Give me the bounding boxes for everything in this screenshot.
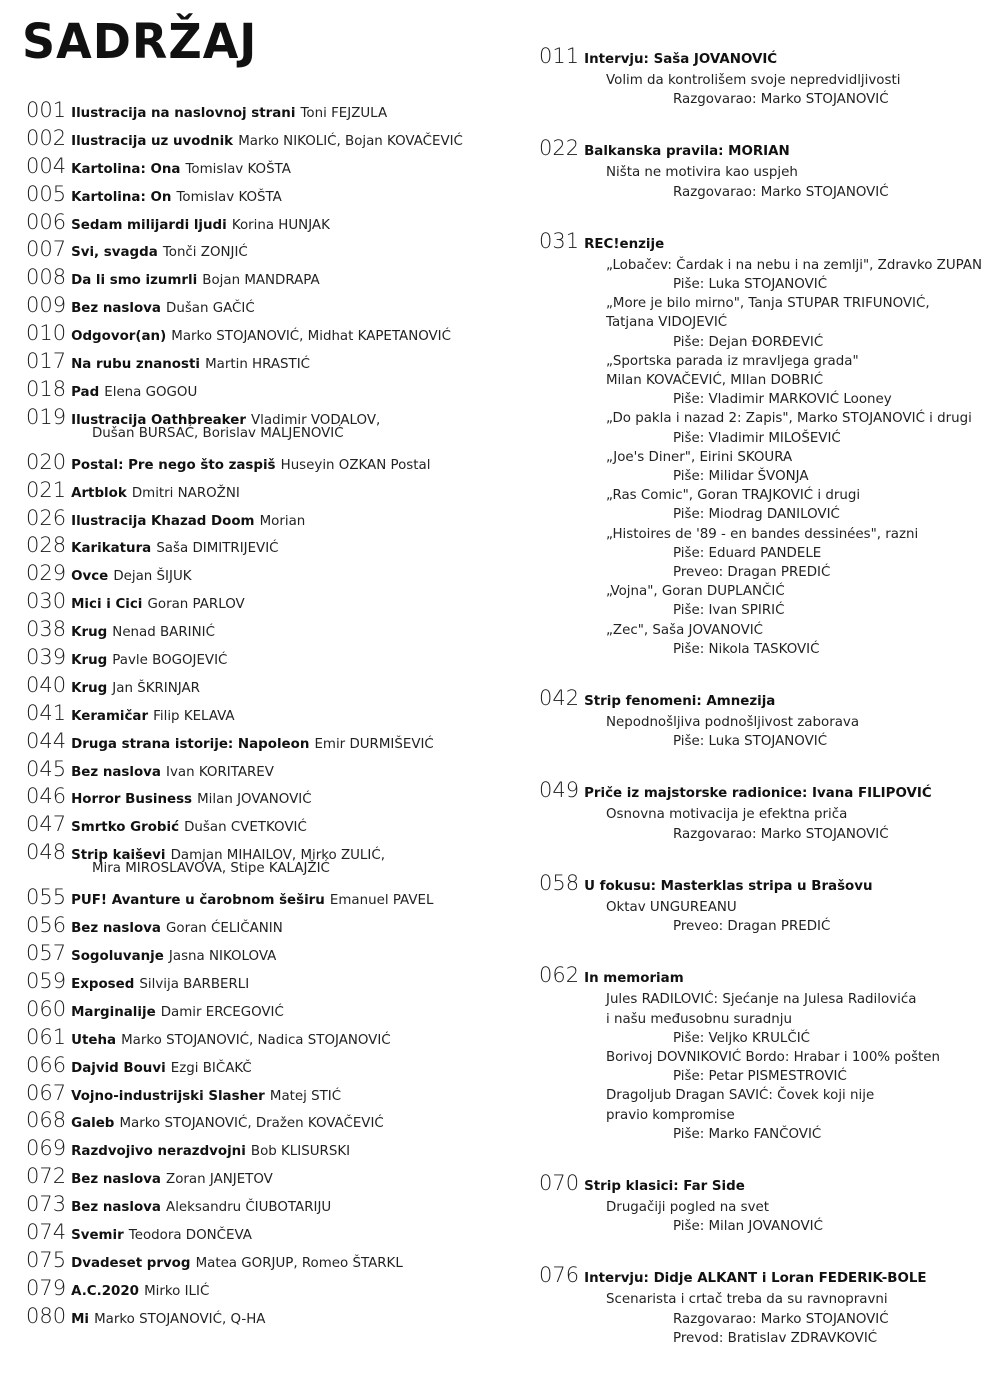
page-number: 072 xyxy=(26,1164,67,1189)
page-number: 058 xyxy=(539,870,580,895)
entry-title: Odgovor(an) xyxy=(71,329,167,345)
entry-title: Bez naslova xyxy=(71,1200,161,1216)
toc-entry-line xyxy=(26,997,506,1021)
credit-line: Piše: Marko FANČOVIĆ xyxy=(673,1126,822,1142)
entry-authors: Mirko ILIĆ xyxy=(144,1283,210,1299)
entry-title: Galeb xyxy=(71,1116,115,1132)
entry-authors: Marko STOJANOVIĆ, Q-HA xyxy=(94,1311,266,1327)
page-number: 055 xyxy=(26,885,67,910)
entry-title: A.C.2020 xyxy=(71,1283,139,1299)
entry-title: Marginalije xyxy=(71,1004,156,1020)
toc-entry xyxy=(26,561,506,589)
toc-entry xyxy=(26,1304,506,1332)
entry-authors: Goran ĆELIČANIN xyxy=(166,921,283,937)
credit-line: Piše: Eduard PANDELE xyxy=(673,545,822,561)
entry-authors: Korina HUNJAK xyxy=(231,217,330,233)
toc-entry xyxy=(26,478,506,506)
entry-title: Kartolina: Ona xyxy=(71,161,181,177)
toc-entry-line xyxy=(26,293,506,317)
entry-title: Ovce xyxy=(71,569,109,585)
section-title: In memoriam xyxy=(584,971,684,987)
page-number: 075 xyxy=(26,1247,67,1272)
toc-right-column xyxy=(539,44,989,1375)
toc-entry-line xyxy=(26,377,506,401)
entry-authors: Jan ŠKRINJAR xyxy=(112,680,200,696)
page-number: 020 xyxy=(26,449,67,474)
entry-authors: Toni FEJZULA xyxy=(300,106,388,121)
toc-section xyxy=(539,963,989,1144)
toc-entry xyxy=(26,617,506,645)
toc-entry xyxy=(26,729,506,757)
entry-authors: Silvija BARBERLI xyxy=(139,976,250,992)
toc-entry-line xyxy=(26,478,506,502)
toc-entry xyxy=(26,377,506,405)
entry-authors: Dušan GAČIĆ xyxy=(166,301,255,317)
entry-authors: Nenad BARINIĆ xyxy=(112,625,215,641)
toc-entry-line xyxy=(26,506,506,530)
toc-entry-line xyxy=(26,126,506,150)
toc-entry xyxy=(26,1164,506,1192)
entry-authors: Aleksandru ČIUBOTARIJU xyxy=(166,1200,332,1216)
credit-line: Piše: Luka STOJANOVIĆ xyxy=(673,277,828,293)
subtitle-line: Dragoljub Dragan SAVIĆ: Čovek koji nije xyxy=(606,1088,875,1104)
subtitle-line: Volim da kontrolišem svoje nepredvidljivosti xyxy=(606,73,901,88)
toc-entry xyxy=(26,1136,506,1164)
subtitle-line: „Zec", Saša JOVANOVIĆ xyxy=(606,622,764,638)
toc-entry-line xyxy=(26,969,506,993)
toc-entry-line xyxy=(26,645,506,669)
toc-entry-line xyxy=(26,533,506,557)
toc-entry-line xyxy=(26,1025,506,1049)
credit-line: Preveo: Dragan PREDIĆ xyxy=(673,565,831,581)
entry-authors: Damir ERCEGOVIĆ xyxy=(160,1004,284,1020)
page-number: 047 xyxy=(26,812,67,837)
toc-entry-line xyxy=(26,450,506,474)
toc-entry-line xyxy=(26,561,506,585)
page-number: 010 xyxy=(26,321,67,346)
page-number: 017 xyxy=(26,349,67,374)
toc-entry xyxy=(26,812,506,840)
credit-line: Razgovarao: Marko STOJANOVIĆ xyxy=(673,1311,889,1327)
entry-authors: Filip KELAVA xyxy=(153,708,235,724)
toc-entry-line xyxy=(26,1192,506,1216)
toc-entry-line xyxy=(26,589,506,613)
toc-entry-line xyxy=(26,913,506,937)
page-number: 057 xyxy=(26,941,67,966)
page-number: 046 xyxy=(26,784,67,809)
toc-entry-line xyxy=(26,1108,506,1132)
subtitle-line: „Do pakla i nazad 2: Zapis", Marko STOJANOVIĆ i drugi xyxy=(606,411,972,427)
credit-line: Preveo: Dragan PREDIĆ xyxy=(673,919,831,935)
entry-title: Krug xyxy=(71,625,108,641)
entry-authors: Ezgi BIČAKČ xyxy=(170,1060,252,1076)
section-header xyxy=(539,871,989,898)
entry-title: Pad xyxy=(71,384,100,400)
toc-entry xyxy=(26,701,506,729)
toc-entry xyxy=(26,1025,506,1053)
credit-line: Piše: Dejan ĐORĐEVIĆ xyxy=(673,334,824,350)
toc-entry-line xyxy=(26,237,506,261)
entry-authors: Saša DIMITRIJEVIĆ xyxy=(156,541,279,557)
toc-entry xyxy=(26,645,506,673)
subtitle-line: Osnovna motivacija je efektna priča xyxy=(606,807,848,823)
toc-section xyxy=(539,44,989,109)
section-title: Intervju: Saša JOVANOVIĆ xyxy=(584,52,778,67)
entry-authors: Damjan MIHAILOV, Mirko ZULIĆ, xyxy=(170,848,385,864)
entry-authors: Matej STIĆ xyxy=(269,1088,342,1104)
page-number: 041 xyxy=(26,700,67,725)
toc-entry xyxy=(26,1108,506,1136)
entry-authors: Jasna NIKOLOVA xyxy=(168,949,277,965)
entry-authors: Teodora DONČEVA xyxy=(128,1227,252,1243)
entry-title: Ilustracija Oathbreaker xyxy=(71,412,246,428)
section-header xyxy=(539,136,989,163)
entry-authors: Martin HRASTIĆ xyxy=(205,357,311,373)
entry-title: Druga strana istorije: Napoleon xyxy=(71,736,310,752)
entry-title: Postal: Pre nego što zaspiš xyxy=(71,457,276,473)
entry-title: Keramičar xyxy=(71,708,149,724)
toc-entry-line xyxy=(26,812,506,836)
page-number: 039 xyxy=(26,645,67,670)
toc-entry xyxy=(26,1220,506,1248)
toc-section xyxy=(539,136,989,201)
subtitle-line: Borivoj DOVNIKOVIĆ Bordo: Hrabar i 100% pošten xyxy=(606,1049,941,1065)
credit-line: Razgovarao: Marko STOJANOVIĆ xyxy=(673,826,889,842)
page-number: 040 xyxy=(26,672,67,697)
entry-authors: Tomislav KOŠTA xyxy=(176,189,282,205)
toc-entry-line xyxy=(26,1276,506,1300)
subtitle-line: i našu međusobnu suradnju xyxy=(606,1011,792,1027)
entry-title: Sedam milijardi ljudi xyxy=(71,217,227,233)
entry-title: Razdvojivo nerazdvojni xyxy=(71,1144,246,1160)
toc-entry xyxy=(26,757,506,785)
page-number: 074 xyxy=(26,1219,67,1244)
toc-section xyxy=(539,778,989,843)
entry-authors: Tomislav KOŠTA xyxy=(185,161,291,177)
entry-authors: Pavle BOGOJEVIĆ xyxy=(112,653,228,669)
toc-entry-line xyxy=(26,757,506,781)
toc-section xyxy=(539,871,989,936)
credit-line: Piše: Luka STOJANOVIĆ xyxy=(673,734,828,750)
toc-entry xyxy=(26,210,506,238)
toc-entry-line xyxy=(26,701,506,725)
toc-entry-line xyxy=(26,1053,506,1077)
page-number: 022 xyxy=(539,136,580,161)
toc-entry xyxy=(26,265,506,293)
toc-entry xyxy=(26,913,506,941)
entry-title: Vojno-industrijski Slasher xyxy=(71,1088,265,1104)
toc-entry xyxy=(26,533,506,561)
section-title: Strip fenomeni: Amnezija xyxy=(584,694,776,710)
toc-entry-line xyxy=(26,941,506,965)
entry-title: Artblok xyxy=(71,485,127,501)
toc-entry-line xyxy=(26,182,506,206)
toc-entry xyxy=(26,450,506,478)
entry-title: Krug xyxy=(71,653,108,669)
entry-title: Ilustracija na naslovnoj strani xyxy=(71,106,296,121)
page-number: 042 xyxy=(539,686,580,711)
toc-entry xyxy=(26,784,506,812)
page-number: 019 xyxy=(26,404,67,429)
entry-title: Dvadeset prvog xyxy=(71,1255,191,1271)
toc-entry-line xyxy=(26,1220,506,1244)
page-number: 068 xyxy=(26,1108,67,1133)
page-number: 007 xyxy=(26,237,67,262)
credit-line: Piše: Milan JOVANOVIĆ xyxy=(673,1219,823,1235)
entry-title: Smrtko Grobić xyxy=(71,820,180,836)
entry-title: Uteha xyxy=(71,1032,117,1048)
subtitle-line: „Joe's Diner", Eirini SKOURA xyxy=(606,449,793,465)
toc-entry-line xyxy=(26,673,506,697)
toc-entry xyxy=(26,126,506,154)
entry-title: Bez naslova xyxy=(71,921,161,937)
page-number: 018 xyxy=(26,376,67,401)
toc-entry-line xyxy=(26,1304,506,1328)
toc-entry xyxy=(26,1248,506,1276)
toc-entry-line xyxy=(26,784,506,808)
subtitle-line: Nepodnošljiva podnošljivost zaborava xyxy=(606,715,860,731)
page-number: 061 xyxy=(26,1024,67,1049)
page-number: 031 xyxy=(539,228,580,253)
page-number: 004 xyxy=(26,153,67,178)
credit-line: Piše: Milidar ŠVONJA xyxy=(673,469,809,485)
section-header xyxy=(539,229,989,256)
toc-entry xyxy=(26,293,506,321)
page-number: 021 xyxy=(26,477,67,502)
page-number: 006 xyxy=(26,209,67,234)
toc-entry xyxy=(26,349,506,377)
subtitle-line: Ništa ne motivira kao uspjeh xyxy=(606,165,798,181)
entry-authors: Dmitri NAROŽNI xyxy=(131,485,240,501)
subtitle-line: „More je bilo mirno", Tanja STUPAR TRIFUNOVIĆ, xyxy=(606,296,930,312)
entry-title: Da li smo izumrli xyxy=(71,273,198,289)
section-header xyxy=(539,1263,989,1290)
subtitle-line: „Vojna", Goran DUPLANČIĆ xyxy=(606,584,785,600)
entry-title: Dajvid Bouvi xyxy=(71,1060,166,1076)
entry-title: Ilustracija uz uvodnik xyxy=(71,133,234,149)
page-number: 009 xyxy=(26,293,67,318)
section-header xyxy=(539,1171,989,1198)
toc-entry-line xyxy=(26,1081,506,1105)
page-number: 026 xyxy=(26,505,67,530)
toc-entry xyxy=(26,506,506,534)
credit-line: Piše: Vladimir MARKOVIĆ Looney xyxy=(673,392,892,408)
toc-entry-line xyxy=(26,98,506,122)
toc-entry xyxy=(26,154,506,182)
credit-line: Piše: Nikola TASKOVIĆ xyxy=(673,641,820,657)
entry-title: Bez naslova xyxy=(71,764,161,780)
entry-title: Strip kaiševi xyxy=(71,848,166,864)
toc-entry-line xyxy=(26,349,506,373)
page-number: 045 xyxy=(26,756,67,781)
page-number: 001 xyxy=(26,98,67,122)
page-number: 059 xyxy=(26,968,67,993)
page-number: 029 xyxy=(26,561,67,586)
page-number: 069 xyxy=(26,1136,67,1161)
toc-entry xyxy=(26,885,506,913)
entry-title: Na rubu znanosti xyxy=(71,357,200,373)
toc-entry-line xyxy=(26,885,506,909)
toc-entry-line xyxy=(26,265,506,289)
entry-title: Bez naslova xyxy=(71,1172,161,1188)
page-number: 080 xyxy=(26,1303,67,1328)
toc-entry xyxy=(26,182,506,210)
entry-authors: Vladimir VODALOV, xyxy=(251,412,381,428)
entry-authors: Dušan CVETKOVIĆ xyxy=(184,820,307,836)
toc-section xyxy=(539,229,989,659)
toc-entry xyxy=(26,941,506,969)
page-number: 002 xyxy=(26,125,67,150)
credit-line: Piše: Vladimir MILOŠEVIĆ xyxy=(673,430,841,446)
entry-authors: Zoran JANJETOV xyxy=(166,1172,273,1188)
entry-authors: Marko STOJANOVIĆ, Dražen KOVAČEVIĆ xyxy=(119,1116,384,1132)
entry-authors: Milan JOVANOVIĆ xyxy=(197,792,312,808)
page-number: 048 xyxy=(26,840,67,865)
toc-section xyxy=(539,1263,989,1348)
section-title: Intervju: Didje ALKANT i Loran FEDERIK-BOLE xyxy=(584,1271,927,1287)
entry-title: Mici i Cici xyxy=(71,597,143,613)
entry-title: Mi xyxy=(71,1311,90,1327)
toc-entry-line xyxy=(26,1136,506,1160)
page-number: 038 xyxy=(26,617,67,642)
toc-entry xyxy=(26,321,506,349)
entry-title: Exposed xyxy=(71,976,135,992)
section-title: U fokusu: Masterklas stripa u Brašovu xyxy=(584,878,873,894)
subtitle-line: „Ras Comic", Goran TRAJKOVIĆ i drugi xyxy=(606,488,861,504)
section-header xyxy=(539,963,989,990)
toc-entry-line xyxy=(26,321,506,345)
credit-line: Razgovarao: Marko STOJANOVIĆ xyxy=(673,184,889,200)
toc-entry-line xyxy=(26,1248,506,1272)
entry-title: Bez naslova xyxy=(71,301,161,317)
entry-title: Svemir xyxy=(71,1227,124,1243)
subtitle-line: Jules RADILOVIĆ: Sjećanje na Julesa Radilovića xyxy=(606,992,917,1008)
credit-line: Piše: Miodrag DANILOVIĆ xyxy=(673,507,840,523)
entry-authors: Marko STOJANOVIĆ, Midhat KAPETANOVIĆ xyxy=(171,329,451,345)
toc-left-column xyxy=(26,98,506,1332)
toc-entry-line xyxy=(26,210,506,234)
toc-section xyxy=(539,1171,989,1236)
entry-authors-continued: Mira MIROSLAVOVA, Stipe KALAJŽIĆ xyxy=(92,861,330,877)
entry-title: Horror Business xyxy=(71,792,193,808)
section-title: Priče iz majstorske radionice: Ivana FILIPOVIĆ xyxy=(584,786,932,802)
subtitle-line: Milan KOVAČEVIĆ, MIlan DOBRIĆ xyxy=(606,373,824,389)
page-number: 028 xyxy=(26,533,67,558)
page-number: 056 xyxy=(26,913,67,938)
entry-authors: Huseyin OZKAN Postal xyxy=(280,457,431,473)
entry-authors: Bojan MANDRAPA xyxy=(202,273,320,289)
subtitle-line: Tatjana VIDOJEVIĆ xyxy=(606,315,728,331)
page-title: SADRŽAJ xyxy=(22,12,258,70)
page-number: 073 xyxy=(26,1192,67,1217)
credit-line: Piše: Veljko KRULČIĆ xyxy=(673,1030,811,1046)
credit-line: Razgovarao: Marko STOJANOVIĆ xyxy=(673,92,889,108)
page-number: 011 xyxy=(539,44,580,68)
entry-authors: Morian xyxy=(259,513,306,529)
entry-authors: Dejan ŠIJUK xyxy=(113,569,192,585)
toc-entry xyxy=(26,969,506,997)
toc-entry xyxy=(26,405,506,450)
toc-entry-line xyxy=(26,1164,506,1188)
toc-section xyxy=(539,686,989,751)
toc-entry xyxy=(26,237,506,265)
entry-authors: Emanuel PAVEL xyxy=(329,893,434,909)
entry-authors: Elena GOGOU xyxy=(104,384,198,400)
subtitle-line: pravio kompromise xyxy=(606,1107,735,1123)
toc-entry xyxy=(26,1053,506,1081)
entry-authors: Tonči ZONJIĆ xyxy=(162,245,248,261)
entry-title: Karikatura xyxy=(71,541,152,557)
subtitle-line: „Histoires de '89 - en bandes dessinées", razni xyxy=(606,526,919,542)
page-number: 067 xyxy=(26,1080,67,1105)
page-number: 079 xyxy=(26,1275,67,1300)
entry-authors: Ivan KORITAREV xyxy=(166,764,274,780)
credit-line: Piše: Petar PISMESTROVIĆ xyxy=(673,1069,847,1085)
toc-entry xyxy=(26,1192,506,1220)
page-number: 044 xyxy=(26,728,67,753)
page-number: 070 xyxy=(539,1170,580,1195)
subtitle-line: Scenarista i crtač treba da su ravnopravni xyxy=(606,1292,888,1308)
page-number: 030 xyxy=(26,589,67,614)
toc-entry-line xyxy=(26,617,506,641)
entry-title: Sogoluvanje xyxy=(71,949,164,965)
entry-authors: Marko STOJANOVIĆ, Nadica STOJANOVIĆ xyxy=(121,1032,391,1048)
credit-line: Piše: Ivan SPIRIĆ xyxy=(673,603,785,619)
entry-title: Krug xyxy=(71,680,108,696)
section-header xyxy=(539,778,989,805)
toc-entry xyxy=(26,840,506,885)
page-number: 066 xyxy=(26,1052,67,1077)
credit-line: Prevod: Bratislav ZDRAVKOVIĆ xyxy=(673,1330,878,1346)
subtitle-line: Oktav UNGUREANU xyxy=(606,899,737,915)
toc-entry xyxy=(26,997,506,1025)
entry-authors: Goran PARLOV xyxy=(147,597,245,613)
subtitle-line: „Lobačev: Čardak i na nebu i na zemlji", Zdravko ZUPAN xyxy=(606,257,983,273)
entry-authors: Marko NIKOLIĆ, Bojan KOVAČEVIĆ xyxy=(238,133,463,149)
toc-entry xyxy=(26,1276,506,1304)
entry-title: PUF! Avanture u čarobnom šeširu xyxy=(71,893,325,909)
entry-authors: Matea GORJUP, Romeo ŠTARKL xyxy=(195,1255,403,1271)
toc-entry xyxy=(26,1081,506,1109)
section-title: Strip klasici: Far Side xyxy=(584,1178,745,1194)
entry-title: Svi, svagda xyxy=(71,245,158,261)
toc-entry-line xyxy=(26,729,506,753)
section-header xyxy=(539,686,989,713)
section-title: REC!enzije xyxy=(584,236,665,252)
entry-title: Ilustracija Khazad Doom xyxy=(71,513,255,529)
toc-entry xyxy=(26,673,506,701)
page-number: 062 xyxy=(539,963,580,988)
page-number: 076 xyxy=(539,1263,580,1288)
entry-authors: Emir DURMIŠEVIĆ xyxy=(314,736,434,752)
subtitle-line: Drugačiji pogled na svet xyxy=(606,1199,770,1215)
entry-title: Kartolina: On xyxy=(71,189,172,205)
toc-entry xyxy=(26,589,506,617)
toc-entry xyxy=(26,98,506,126)
entry-authors: Bob KLISURSKI xyxy=(250,1144,351,1160)
entry-authors-continued: Dušan BURSAĆ, Borislav MALJENOVIĆ xyxy=(92,425,344,441)
page-number: 005 xyxy=(26,181,67,206)
page-number: 060 xyxy=(26,996,67,1021)
page-number: 008 xyxy=(26,265,67,290)
section-header xyxy=(539,44,989,71)
page-number: 049 xyxy=(539,778,580,803)
section-title: Balkanska pravila: MORIAN xyxy=(584,144,790,160)
subtitle-line: „Sportska parada iz mravljega grada" xyxy=(606,353,859,369)
toc-entry-line xyxy=(26,154,506,178)
